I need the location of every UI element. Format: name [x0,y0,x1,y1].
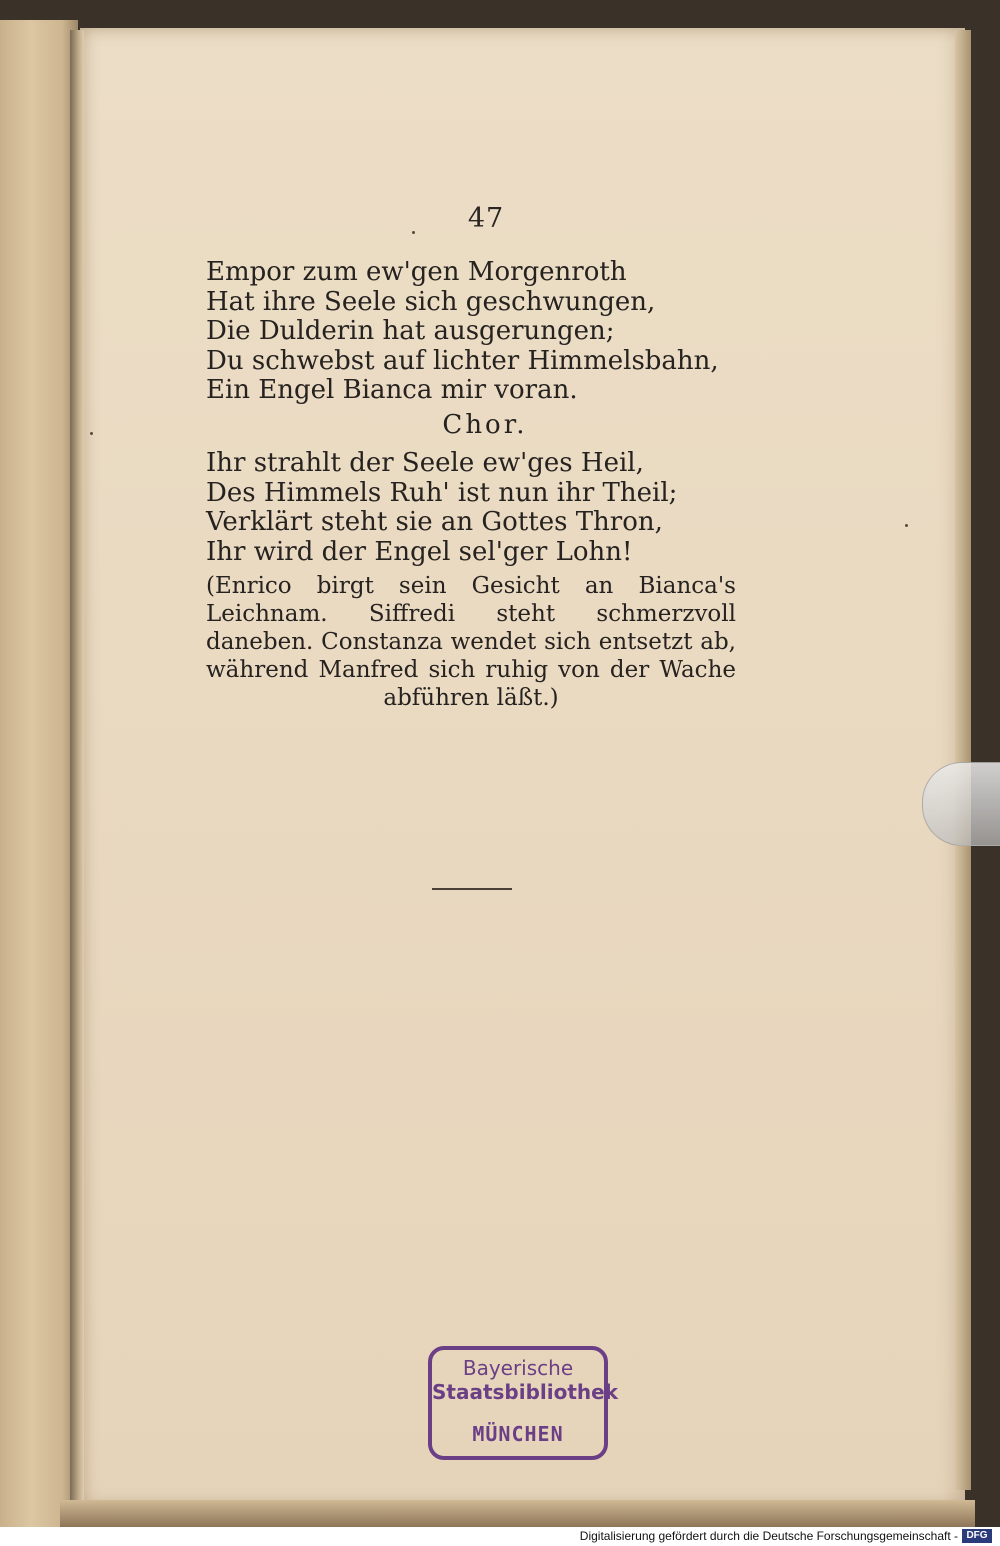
paper-speck [905,524,908,527]
page-gutter [70,30,84,1520]
stamp-line: MÜNCHEN [472,1422,564,1446]
chor-line: Ihr strahlt der Seele ew'ges Heil, [206,448,644,478]
chor-line: Ihr wird der Engel sel'ger Lohn! [206,536,633,567]
stage-direction: (Enrico birgt sein Gesicht an Bianca's Leichnam. Siffredi steht schmerzvoll daneben. Constanza wendet sich entsetzt ab, während Manfred sich ruhig von der Wache abführen läßt.) [206,573,736,711]
verse-line: Empor zum ew'gen Morgenroth [206,257,627,287]
verse-line: Ein Engel Bianca mir voran. [206,375,578,405]
page-clip-tab [922,762,1000,846]
footer-bar [0,1527,1000,1546]
paper-speck [412,231,415,234]
verse-block [206,258,719,406]
page-bottom-edge [60,1500,975,1527]
previous-page-edge [0,20,78,1527]
page-right-edge [955,30,971,1490]
stamp-line: Bayerische [462,1356,574,1380]
chor-verse-block [206,449,677,567]
chor-line: Des Himmels Ruh' ist nun ihr Theil; [206,477,678,508]
verse-line: Die Dulderin hat ausgerungen; [206,316,615,346]
chor-heading-row [0,410,1000,440]
chor-line: Verklärt steht sie an Gottes Thron, [206,507,663,537]
chor-heading: Chor. [442,410,528,440]
book-page [80,28,965,1506]
footer-credit: Digitalisierung gefördert durch die Deutsche Forschungsgemeinschaft - [579,1529,958,1543]
library-stamp [428,1346,619,1460]
section-divider [432,888,512,890]
stamp-line: Staatsbibliothek [432,1380,619,1404]
page-number: 47 [467,203,505,234]
verse-line: Hat ihre Seele sich geschwungen, [206,286,656,317]
dfg-logo-icon: DFG [962,1529,992,1543]
verse-line: Du schwebst auf lichter Himmelsbahn, [206,345,719,376]
